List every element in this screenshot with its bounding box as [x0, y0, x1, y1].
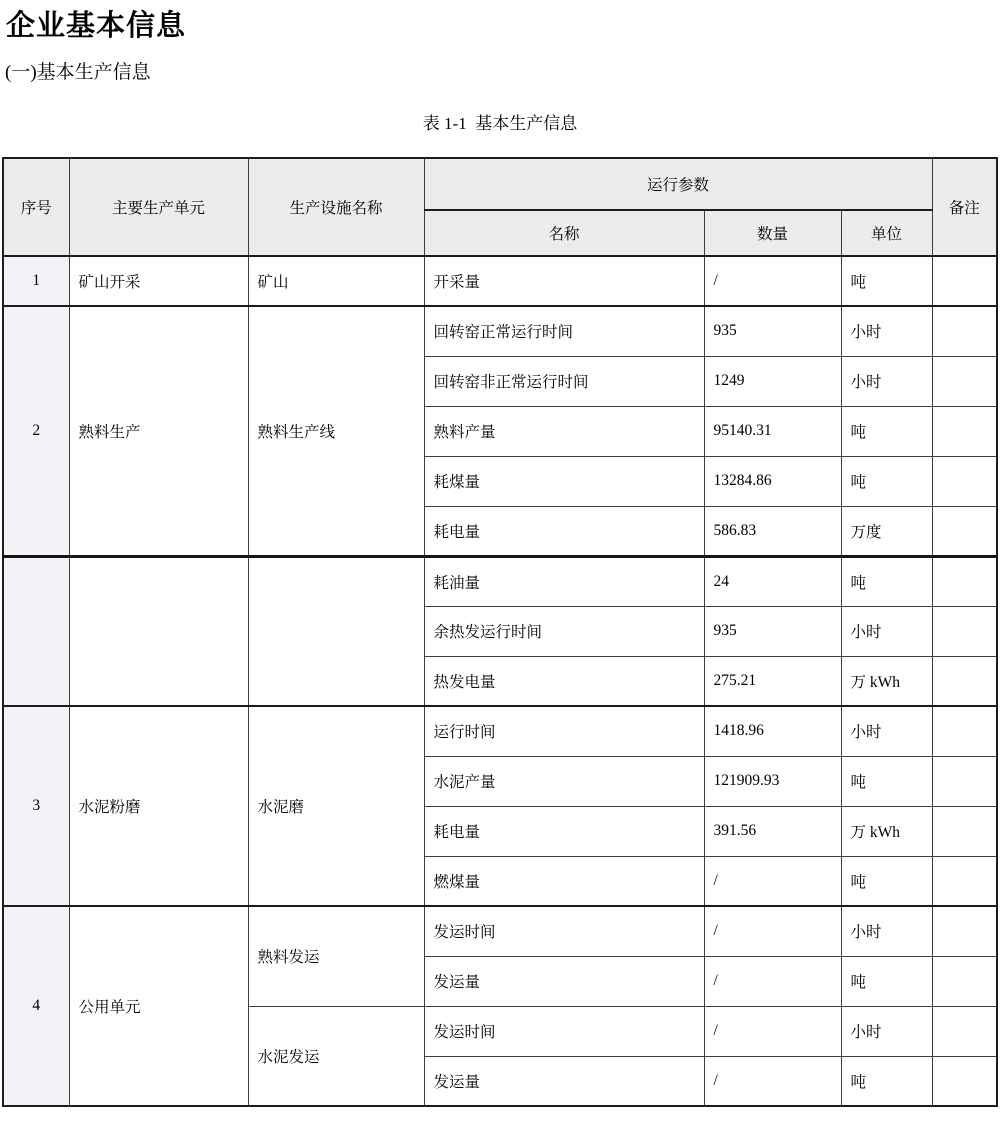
param-unit-cell: 吨 [841, 456, 932, 506]
production-info-table [2, 157, 998, 1107]
param-unit-cell: 吨 [841, 756, 932, 806]
remark-cell [932, 456, 997, 506]
param-qty-cell: / [704, 856, 841, 906]
param-qty-cell: / [704, 1056, 841, 1106]
param-name-cell: 运行时间 [424, 706, 704, 756]
remark-cell [932, 756, 997, 806]
remark-cell [932, 256, 997, 306]
param-qty-cell: 935 [704, 606, 841, 656]
param-qty-cell: / [704, 956, 841, 1006]
seq-cell: 3 [3, 706, 69, 906]
facility-cell [248, 556, 424, 706]
section-heading: (一)基本生产信息 [5, 62, 151, 83]
remark-cell [932, 806, 997, 856]
param-name-cell: 开采量 [424, 256, 704, 306]
param-qty-cell: / [704, 1006, 841, 1056]
unit-cell: 公用单元 [69, 906, 248, 1106]
remark-cell [932, 1006, 997, 1056]
param-qty-cell: 24 [704, 556, 841, 606]
param-qty-cell: 275.21 [704, 656, 841, 706]
facility-cell: 矿山 [248, 256, 424, 306]
table-row [3, 906, 997, 956]
param-qty-cell: 13284.86 [704, 456, 841, 506]
param-qty-cell: 391.56 [704, 806, 841, 856]
unit-cell: 水泥粉磨 [69, 706, 248, 906]
param-name-cell: 发运量 [424, 1056, 704, 1106]
param-unit-cell: 万 kWh [841, 656, 932, 706]
param-name-cell: 熟料产量 [424, 406, 704, 456]
param-name-cell: 水泥产量 [424, 756, 704, 806]
param-unit-cell: 吨 [841, 556, 932, 606]
param-name-cell: 余热发运行时间 [424, 606, 704, 656]
param-qty-header: 数量 [704, 210, 841, 256]
unit-cell [69, 556, 248, 706]
param-name-cell: 回转窑正常运行时间 [424, 306, 704, 356]
table-row [3, 706, 997, 756]
param-name-cell: 耗油量 [424, 556, 704, 606]
param-name-cell: 回转窑非正常运行时间 [424, 356, 704, 406]
params-group-header: 运行参数 [424, 158, 932, 210]
remark-cell [932, 856, 997, 906]
param-qty-cell: 121909.93 [704, 756, 841, 806]
param-qty-cell: 1418.96 [704, 706, 841, 756]
table-row [3, 556, 997, 606]
param-unit-cell: 吨 [841, 956, 932, 1006]
seq-cell: 2 [3, 306, 69, 556]
remark-cell [932, 556, 997, 606]
param-name-header: 名称 [424, 210, 704, 256]
param-name-cell: 耗电量 [424, 806, 704, 856]
param-qty-cell: / [704, 906, 841, 956]
remark-cell [932, 956, 997, 1006]
seq-cell: 4 [3, 906, 69, 1106]
param-qty-cell: 1249 [704, 356, 841, 406]
param-unit-cell: 小时 [841, 1006, 932, 1056]
remark-cell [932, 706, 997, 756]
param-unit-cell: 万 kWh [841, 806, 932, 856]
col-seq-header: 序号 [3, 158, 69, 256]
param-name-cell: 发运时间 [424, 1006, 704, 1056]
param-unit-cell: 吨 [841, 256, 932, 306]
param-qty-cell: 935 [704, 306, 841, 356]
seq-cell: 1 [3, 256, 69, 306]
param-qty-cell: 586.83 [704, 506, 841, 556]
unit-cell: 熟料生产 [69, 306, 248, 556]
remark-cell [932, 1056, 997, 1106]
table-row [3, 306, 997, 356]
facility-cell: 水泥磨 [248, 706, 424, 906]
param-unit-cell: 小时 [841, 606, 932, 656]
col-facility-header: 生产设施名称 [248, 158, 424, 256]
table-caption: 表 1-1 基本生产信息 [422, 114, 578, 133]
param-unit-cell: 吨 [841, 856, 932, 906]
remark-cell [932, 506, 997, 556]
param-qty-cell: / [704, 256, 841, 306]
param-unit-cell: 小时 [841, 306, 932, 356]
col-unit-header: 主要生产单元 [69, 158, 248, 256]
param-unit-cell: 小时 [841, 706, 932, 756]
param-unit-cell: 万度 [841, 506, 932, 556]
remark-cell [932, 406, 997, 456]
param-name-cell: 热发电量 [424, 656, 704, 706]
param-unit-cell: 吨 [841, 406, 932, 456]
param-name-cell: 耗电量 [424, 506, 704, 556]
remark-cell [932, 306, 997, 356]
facility-cell: 熟料生产线 [248, 306, 424, 556]
remark-cell [932, 656, 997, 706]
param-unit-cell: 吨 [841, 1056, 932, 1106]
page-title: 企业基本信息 [6, 10, 187, 42]
col-remark-header: 备注 [932, 158, 997, 256]
param-name-cell: 发运量 [424, 956, 704, 1006]
param-unit-cell: 小时 [841, 906, 932, 956]
param-qty-cell: 95140.31 [704, 406, 841, 456]
seq-cell [3, 556, 69, 706]
unit-cell: 矿山开采 [69, 256, 248, 306]
param-unit-cell: 小时 [841, 356, 932, 406]
facility-cell: 水泥发运 [248, 1006, 424, 1106]
param-unit-header: 单位 [841, 210, 932, 256]
remark-cell [932, 606, 997, 656]
facility-cell: 熟料发运 [248, 906, 424, 1006]
param-name-cell: 燃煤量 [424, 856, 704, 906]
param-name-cell: 耗煤量 [424, 456, 704, 506]
remark-cell [932, 356, 997, 406]
remark-cell [932, 906, 997, 956]
param-name-cell: 发运时间 [424, 906, 704, 956]
table-row [3, 256, 997, 306]
